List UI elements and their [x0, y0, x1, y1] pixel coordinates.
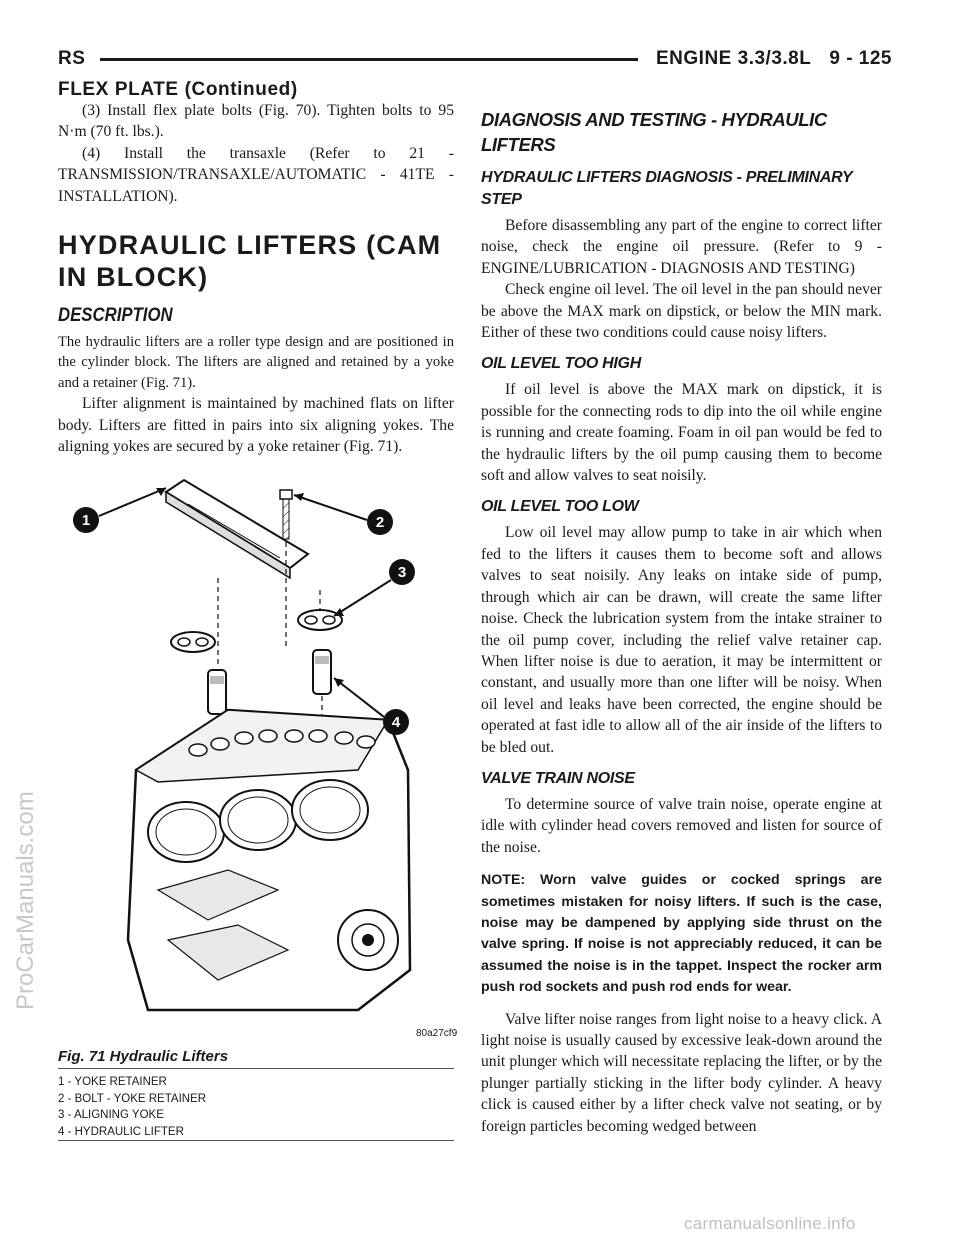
- preliminary-step-heading: HYDRAULIC LIFTERS DIAGNOSIS - PRELIMINARY STEP: [481, 169, 853, 208]
- prelim-para-1: Before disassembling any part of the engine to correct lifter noise, check the engine oil pressure. (Refer to 9 - ENGINE/LUBRICATION - DIAGNOSIS AND TESTING): [481, 217, 882, 277]
- engine-block-part: [128, 710, 410, 1010]
- callout-1-label: 1: [81, 512, 91, 529]
- figure-legend: [58, 1074, 206, 1140]
- side-watermark: ProCarManuals.com: [12, 791, 39, 1010]
- aligning-yoke-part: [171, 610, 342, 652]
- legend-item: 3 - ALIGNING YOKE: [58, 1109, 164, 1121]
- legend-item: 1 - YOKE RETAINER: [58, 1076, 167, 1088]
- description-heading: DESCRIPTION: [58, 304, 173, 327]
- page-number: 9 - 125: [829, 48, 892, 69]
- description-para-2: Lifter alignment is maintained by machined flats on lifter body. Lifters are fitted in pairs into six aligning yokes. The aligning yokes are secured by a yoke retainer (Fig. 71).: [58, 395, 454, 456]
- note-block: NOTE: Worn valve guides or cocked springs are sometimes mistaken for noisy lifters. If such is the case, noise may be dampened by applying side thrust on the valve spring. If noise is not appreciably reduced, it can be assumed the noise is in the tappet. Inspect the rocker arm push rod sockets and push rod ends for wear.: [481, 872, 882, 996]
- continued-heading: FLEX PLATE (Continued): [58, 79, 298, 100]
- figure-legend-rule-top: [58, 1068, 454, 1069]
- engine-block-illustration: [58, 470, 454, 1030]
- right-column: [481, 107, 882, 1137]
- section-code: RS: [58, 48, 86, 69]
- callout-4-label: 4: [391, 714, 401, 731]
- valve-train-heading: VALVE TRAIN NOISE: [481, 769, 635, 787]
- prelim-para-2: Check engine oil level. The oil level in the pan should never be above the MAX mark on dipstick, or below the MIN mark. Either of these two conditions could cause noisy lifters.: [481, 281, 882, 342]
- legend-item: 4 - HYDRAULIC LIFTER: [58, 1125, 184, 1138]
- bottom-watermark: carmanualsonline.info: [684, 1214, 856, 1233]
- callout-3: [334, 559, 415, 616]
- header-rule: [100, 58, 638, 61]
- description-para-1: The hydraulic lifters are a roller type design and are positioned in the cylinder block. The lifters are aligned and retained by a yoke and a retainer (Fig. 71).: [58, 334, 454, 391]
- para-step-3: (3) Install flex plate bolts (Fig. 70). Tighten bolts to 95 N·m (70 ft. lbs.).: [58, 102, 454, 141]
- hydraulic-lifter-part: [208, 650, 331, 714]
- valve-train-para-2: Valve lifter noise ranges from light noise to a heavy click. A light noise is usually caused by excessive leak-down around the unit plunger which will necessitate replacing the lifter, or by the plunger partially sticking in the lifter body cylinder. A heavy click is caused either by a lifter check valve not seating, or by foreign particles becoming wedged between: [481, 1010, 882, 1135]
- oil-too-low-heading: OIL LEVEL TOO LOW: [481, 498, 639, 516]
- figure-legend-rule-bottom: [58, 1140, 454, 1141]
- para-step-4: (4) Install the transaxle (Refer to 21 - TRANSMISSION/TRANSAXLE/AUTOMATIC - 41TE - INSTALLATION).: [58, 144, 454, 205]
- left-column: [58, 100, 454, 457]
- callout-1: [73, 488, 166, 533]
- callout-2-label: 2: [375, 514, 385, 531]
- oil-too-high-para: If oil level is above the MAX mark on dipstick, it is possible for the connecting rods to dip into the oil while engine is running and create foaming. Foam in oil pan would be fed to the hydraulic lifters by the oil pump causing them to become soft and allow valves to seat noisily.: [481, 381, 882, 485]
- diagnosis-heading: DIAGNOSIS AND TESTING - HYDRAULIC LIFTERS: [481, 109, 827, 155]
- header-right: [656, 48, 892, 70]
- figure-caption: Fig. 71 Hydraulic Lifters: [58, 1048, 229, 1065]
- legend-item: 2 - BOLT - YOKE RETAINER: [58, 1092, 207, 1105]
- callout-3-label: 3: [397, 564, 407, 581]
- section-title: ENGINE 3.3/3.8L: [656, 48, 812, 69]
- valve-train-para-1: To determine source of valve train noise, operate engine at idle with cylinder head covers removed and listen for source of the noise.: [481, 795, 882, 856]
- bolt-part: [280, 490, 292, 539]
- oil-too-low-para: Low oil level may allow pump to take in air which when fed to the lifters it causes them to become soft and allows valves to seat noisily. Any leaks on intake side of pump, through which air can be drawn, will create the same lifter noise. Check the lubrication system from the intake strainer to the oil pump cover, including the relief valve retainer cap. When lifter noise is due to aeration, it may be intermittent or constant, and usually more than one lifter will be noisy. When oil level and leaks have been corrected, the engine should be operated at fast idle to allow all of the air inside of the lifters to be bled out.: [481, 524, 882, 756]
- oil-too-high-heading: OIL LEVEL TOO HIGH: [481, 355, 641, 373]
- main-heading: HYDRAULIC LIFTERS (CAM IN BLOCK): [58, 230, 442, 293]
- figure-image-code: 80a27cf9: [416, 1028, 458, 1039]
- figure-71: [58, 470, 458, 1138]
- callout-2: [294, 493, 393, 535]
